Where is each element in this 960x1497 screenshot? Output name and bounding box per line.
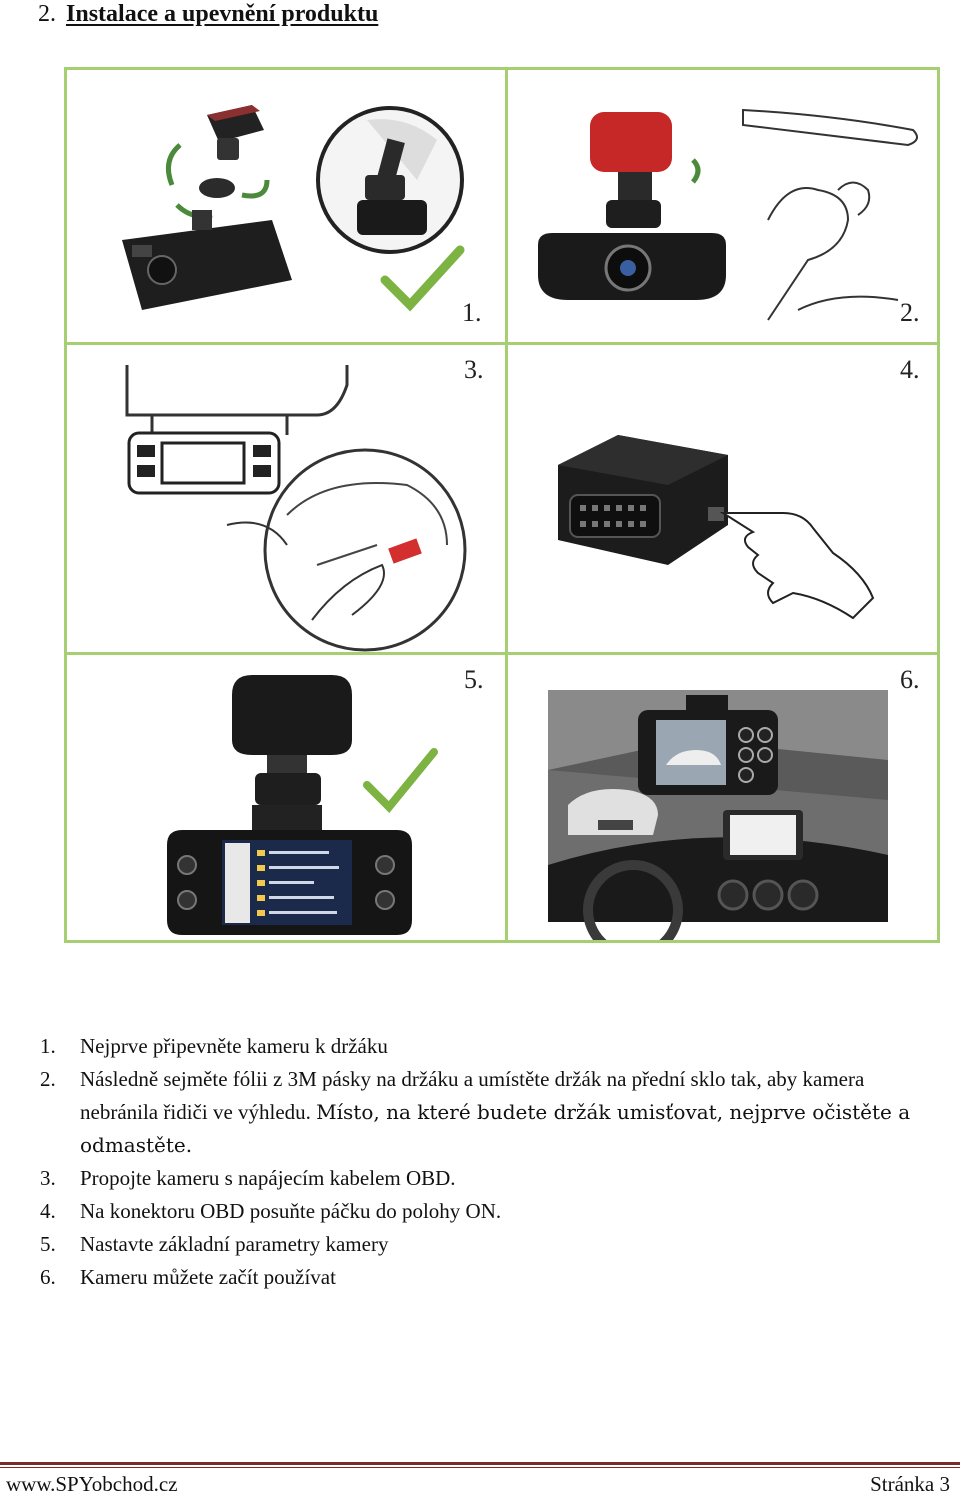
list-item-number: 4. bbox=[40, 1199, 56, 1223]
step-label-2: 2. bbox=[900, 298, 920, 327]
list-item-text: Na konektoru OBD posuňte páčku do polohy ON. bbox=[80, 1199, 502, 1223]
instruction-list bbox=[40, 1030, 940, 1294]
list-item-text: Propojte kameru s napájecím kabelem OBD. bbox=[80, 1166, 456, 1190]
step-6-illustration bbox=[508, 655, 940, 940]
list-item-text: Kameru můžete začít používat bbox=[80, 1265, 336, 1289]
list-item-text: Následně sejměte fólii z 3M pásky na držáku a umístěte držák na přední sklo tak, aby kamera nebránila řidiči ve výhledu. bbox=[80, 1067, 865, 1124]
footer-page-number: Stránka 3 bbox=[870, 1472, 950, 1496]
step-1-illustration bbox=[67, 70, 505, 342]
step-label-5: 5. bbox=[464, 665, 484, 694]
step-label-1: 1. bbox=[462, 298, 482, 327]
step-3-illustration bbox=[67, 345, 505, 652]
installation-steps-grid bbox=[64, 67, 940, 943]
footer-site: www.SPYobchod.cz bbox=[6, 1472, 178, 1496]
section-number: 2. bbox=[38, 1, 56, 27]
section-title: Instalace a upevnění produktu bbox=[66, 1, 379, 27]
list-item bbox=[40, 1162, 940, 1195]
list-item bbox=[40, 1063, 940, 1162]
list-item-number: 2. bbox=[40, 1067, 56, 1091]
list-item-number: 3. bbox=[40, 1166, 56, 1190]
list-item bbox=[40, 1228, 940, 1261]
footer-divider-thin bbox=[0, 1467, 960, 1468]
list-item-number: 5. bbox=[40, 1232, 56, 1256]
list-item bbox=[40, 1030, 940, 1063]
step-label-4: 4. bbox=[900, 355, 920, 384]
section-heading bbox=[38, 0, 378, 30]
list-item-number: 1. bbox=[40, 1034, 56, 1058]
list-item-text: Nejprve připevněte kameru k držáku bbox=[80, 1034, 388, 1058]
list-item bbox=[40, 1261, 940, 1294]
footer-divider bbox=[0, 1462, 960, 1465]
list-item bbox=[40, 1195, 940, 1228]
list-item-text: Nastavte základní parametry kamery bbox=[80, 1232, 389, 1256]
list-item-number: 6. bbox=[40, 1265, 56, 1289]
step-label-6: 6. bbox=[900, 665, 920, 694]
step-5-illustration bbox=[67, 655, 505, 940]
list-item-text-continued: Místo, na které budete držák umisťovat, nejprve očistěte a odmastěte. bbox=[80, 1100, 911, 1157]
step-2-illustration bbox=[508, 70, 940, 342]
step-label-3: 3. bbox=[464, 355, 484, 384]
step-4-illustration bbox=[508, 345, 940, 652]
